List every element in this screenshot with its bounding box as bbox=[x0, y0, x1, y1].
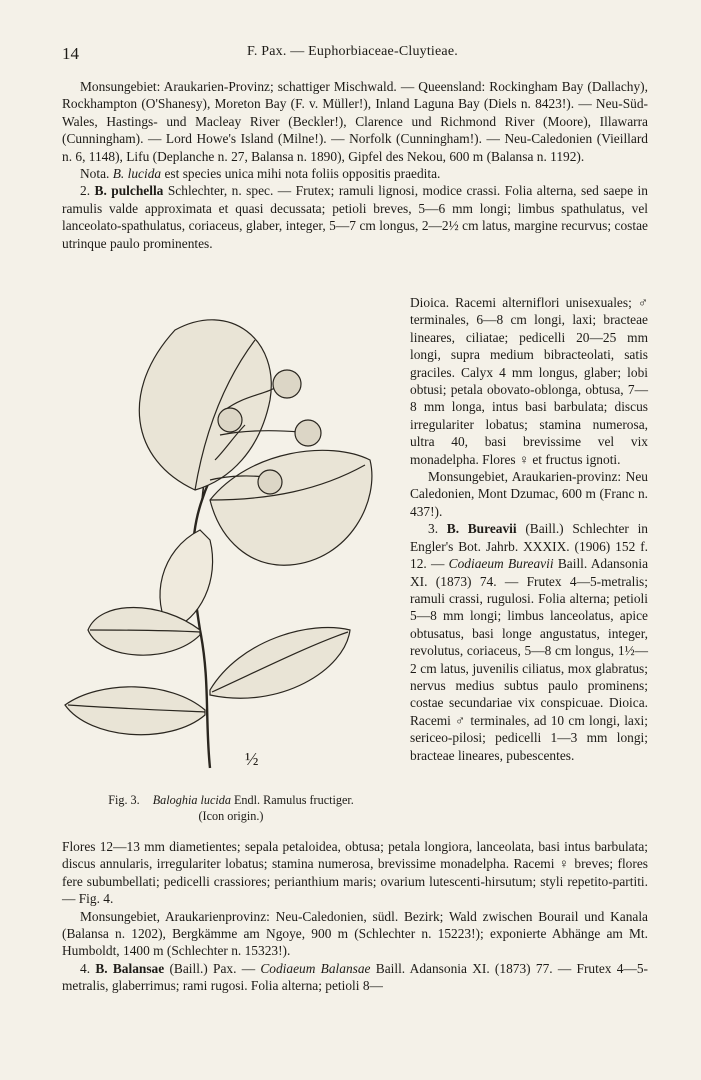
species-3-number: 3. bbox=[428, 521, 439, 537]
species-3-column-text: Baill. Adansonia XI. (1873) 74. — Frutex 4—5-metralis; ramuli crassi, rugulosi. Folia alterna; petioli 5—8 mm longi; limbus lanceolatus, apice obtusatus, basi longe angustatus, integer, revolutus, coriaceus, 5—8 cm longus, 1½—2 cm latus, juvenilis ciliatus, mox glabratus; nervus medius subtus paulo prominens; costae secundariae vix conspicuae. Dioica. Racemi ♂ terminales, ad 10 cm longi, laxi; sericeo-pilosi; pedicelli 1—3 mm longi; bracteae lineares, pubescentes. bbox=[410, 556, 649, 763]
species-2-column-text: Dioica. Racemi alterniflori unisexuales; ♂ terminales, 6—8 cm longi, laxi; bracteae lineares, ciliatae; pedicelli 20—25 mm longi, supra medium bibracteolati, satis graciles. Calyx 4 mm longus, glaber; lobi obtusi; petala obovato-oblonga, obtusa, 7—8 mm longa, intus basi barbulata; discus irregulariter lobatus; stamina numerosa, ultra 40, basi brevissime vel vix monadelpha. Flores ♀ et fructus ignoti. bbox=[410, 295, 648, 467]
species-3-name: B. Bureavii bbox=[446, 521, 517, 537]
distribution-text: Monsungebiet: Araukarien-Provinz; schattiger Mischwald. — Queensland: Rockingham Bay (Dallachy), Rockhampton (O'Shanesy), Moreton Bay (F. v. Müller!), Inland Laguna Bay (Diels n. 8423!). — Neu-Süd-Wales, Hastings- und Macleay River (Beckler!), Clarence und Richmond River (Moore), Illawarra (Cunningham). — Lord Howe's Island (Milne!). — Norfolk (Cunningham!). — Neu-Caledonien (Vieillard n. 6, 1148), Lifu (Deplanche n. 27, Balansa n. 1890), Gipfel des Nekou, 600 m (Balansa n. 1192). bbox=[62, 79, 648, 164]
species-4-text-a: (Baill.) Pax. — bbox=[169, 960, 256, 976]
species-3-citation: (Baill.) Schlechter in Engler's Bot. Jahrb. XXXIX. (1906) 152 f. 12. — bbox=[410, 521, 648, 572]
page-number: 14 bbox=[62, 44, 79, 63]
species-4-synonym: Codiaeum Balansae bbox=[260, 960, 371, 976]
fruit-2 bbox=[295, 420, 321, 446]
distribution-block bbox=[62, 78, 648, 252]
nota-label: Nota. bbox=[80, 166, 110, 182]
scale-label: ½ bbox=[245, 749, 259, 769]
species-2-locality: Monsungebiet, Araukarien-provinz: Neu Caledonien, Mont Dzumac, 600 m (Franc n. 437!). bbox=[410, 469, 648, 519]
right-column bbox=[410, 294, 648, 764]
nota-text: est species unica mihi nota foliis oppositis praedita. bbox=[164, 166, 441, 182]
fruit-3 bbox=[218, 408, 242, 432]
caption-species: Baloghia lucida bbox=[152, 793, 231, 807]
fruit-1 bbox=[273, 370, 301, 398]
species-4-number: 4. bbox=[80, 960, 91, 976]
nota-paragraph bbox=[62, 165, 648, 182]
lower-block bbox=[62, 838, 648, 995]
species-4-name: B. Balansae bbox=[95, 960, 165, 976]
running-head: F. Pax. — Euphorbiaceae-Cluytieae. bbox=[247, 44, 458, 59]
species-2-description bbox=[62, 182, 648, 252]
species-2-number: 2. bbox=[80, 183, 91, 199]
page-header bbox=[62, 44, 643, 64]
species-3-synonym: Codiaeum Bureavii bbox=[448, 556, 554, 572]
species-2-name: B. pulchella bbox=[94, 183, 164, 199]
species-3-heading bbox=[410, 520, 648, 764]
fruit-4 bbox=[258, 470, 282, 494]
leaf-mid-right bbox=[210, 628, 350, 699]
nota-species: B. lucida bbox=[112, 166, 162, 182]
caption-source: (Icon origin.) bbox=[198, 809, 264, 823]
caption-number: Fig. 3. bbox=[108, 793, 140, 807]
caption-rest: Endl. Ramulus fructiger. bbox=[233, 793, 354, 807]
figure-caption bbox=[66, 792, 396, 824]
species-4-heading bbox=[62, 960, 648, 995]
species-2-author-text: Schlechter, n. spec. — Frutex; ramuli lignosi, modice crassi. Folia alterna, sed saepe in ramulis valde approximata et quasi decussata; petioli breves, 5—6 mm longi; limbus spathulatus, vel lanceolato-spathulatus, coriaceus, glaber, integer, 5—7 cm longus, 2—2½ cm latus, margine recurvus; costae utrinque paulo prominentes. bbox=[62, 183, 648, 251]
species-4-text-b: Baill. Adansonia XI. (1873) 77. — Frutex 4—5-metralis, glaberrimus; rami rugosi. Folia alterna; petioli 8— bbox=[62, 960, 648, 994]
species-3-locality: Monsungebiet, Araukarienprovinz: Neu-Caledonien, südl. Bezirk; Wald zwischen Bourail und Kanala (Balansa n. 1202), Bergkämme am Ngoye, 900 m (Schlechter n. 15223!); exponierte Abhänge am Mt. Humboldt, 1400 m (Schlechter n. 15323!). bbox=[62, 908, 648, 959]
botanical-illustration bbox=[60, 300, 400, 800]
species-3-full-text: Flores 12—13 mm diametientes; sepala petaloidea, obtusa; petala longiora, lanceolata, basi intus barbulata; discus annularis, irregulariter lobatus; stamina numerosa, brevissime monadelpha. Racemi ♀ breves; flores fere subumbellati; pedicelli crassiores; perianthium maris; ovarium lutescenti-hirsutum; styli repetito-partiti. — Fig. 4. bbox=[62, 839, 648, 907]
